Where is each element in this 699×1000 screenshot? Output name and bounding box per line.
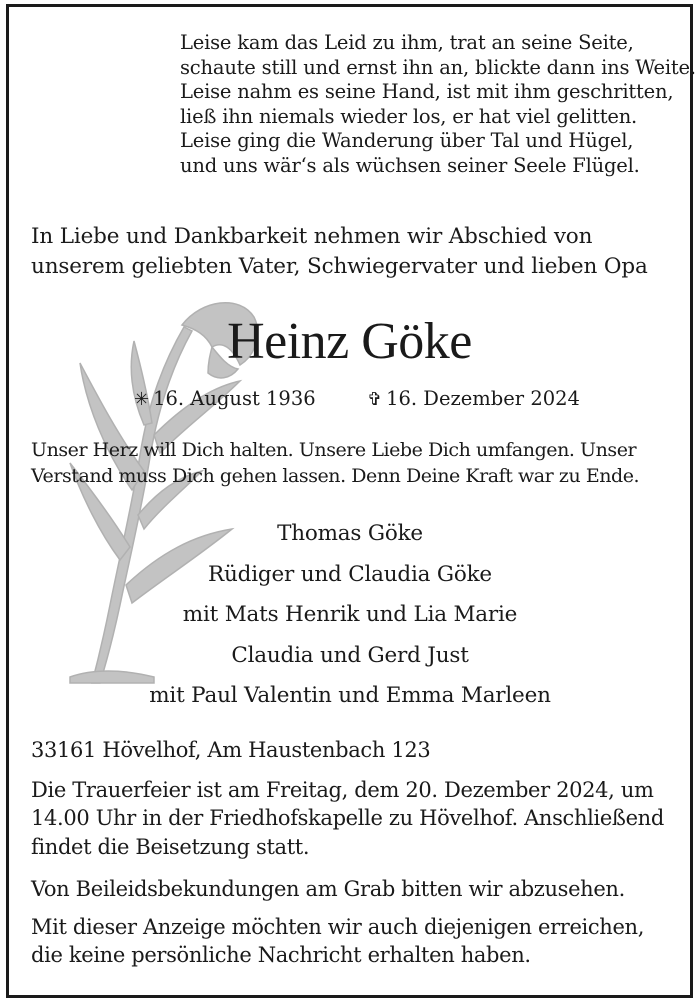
family-member: Claudia und Gerd Just [231,642,469,668]
family-list [40,514,660,717]
ceremony-line: findet die Beisetzung statt. [31,834,310,859]
intro-line: In Liebe und Dankbarkeit nehmen wir Abschied von [31,224,593,249]
family-member: Rüdiger und Claudia Göke [208,561,492,587]
reach-line: Mit dieser Anzeige möchten wir auch diejenigen erreichen, [31,915,645,939]
birth-date-text: 16. August 1936 [153,387,316,410]
deceased-name: Heinz Göke [227,313,472,370]
poem-line: Leise ging die Wanderung über Tal und Hügel, [180,129,634,153]
poem-line: ließ ihn niemals wieder los, er hat viel gelitten. [180,104,638,128]
death-date-text: 16. Dezember 2024 [386,387,580,410]
poem-line: schaute still und ernst ihn an, blickte dann ins Weite. [180,55,696,79]
family-member: mit Paul Valentin und Emma Marleen [149,683,551,708]
ceremony-line: Die Trauerfeier ist am Freitag, dem 20. Dezember 2024, um [31,778,654,802]
poem-line: Leise kam das Leid zu ihm, trat an seine Seite, [180,31,634,54]
poem [180,31,696,179]
condolence-note: Von Beileidsbekundungen am Grab bitten wir abzusehen. [31,877,625,901]
quote-line: Unser Herz will Dich halten. Unsere Liebe Dich umfangen. Unser [31,439,637,461]
quote [31,437,671,489]
intro-text [31,222,671,281]
family-member: Thomas Göke [277,521,423,546]
intro-line: unserem geliebten Vater, Schwiegervater und lieben Opa [31,253,648,279]
reach-line: die keine persönliche Nachricht erhalten haben. [31,943,531,968]
death-cross-icon: ✞ [367,389,383,410]
address: 33161 Hövelhof, Am Haustenbach 123 [31,738,431,762]
quote-line: Verstand muss Dich gehen lassen. Denn Deine Kraft war zu Ende. [31,465,640,488]
reach-note [31,913,681,970]
birth-star-icon: ✳ [134,389,150,410]
ceremony-line: 14.00 Uhr in der Friedhofskapelle zu Hövelhof. Anschließend [31,806,664,831]
poem-line: Leise nahm es seine Hand, ist mit ihm geschritten, [180,80,674,104]
birth-date [134,386,316,413]
ceremony-info [31,776,681,861]
death-date [367,386,580,413]
family-member: mit Mats Henrik und Lia Marie [182,602,518,627]
poem-line: und uns wär‘s als wüchsen seiner Seele Flügel. [180,153,640,177]
